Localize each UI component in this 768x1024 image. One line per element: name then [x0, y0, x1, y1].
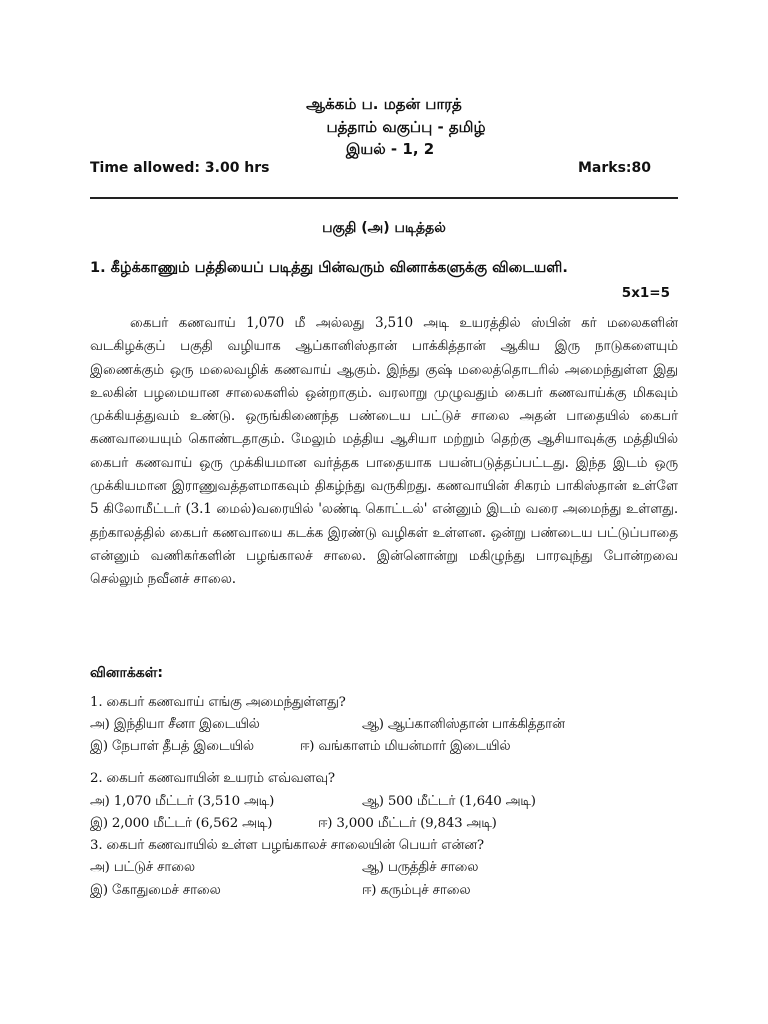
- question-2-option-c: இ) 2,000 மீட்டர் (6,562 அடி): [90, 816, 273, 831]
- question-2: 2. கைபர் கணவாயின் உயரம் எவ்வளவு?: [90, 771, 335, 786]
- question-1-option-c: இ) நேபாள் தீபத் இடையில்: [90, 739, 254, 754]
- questions-heading: வினாக்கள்:: [90, 665, 163, 681]
- reading-passage: கைபர் கணவாய் 1,070 மீ அல்லது 3,510 அடி உயரத்தில் ஸ்பின் கர் மலைகளின் வடகிழக்குப் பகுதி வழியாக ஆப்கானிஸ்தான் பாக்கித்தான் ஆகிய இரு நாடுகளையும் இணைக்கும் ஒரு மலைவழிக் கணவாய் ஆகும். இந்து குஷ் மலைத்தொடரில் அமைந்துள்ள இது உலகின் பழமையான சாலைகளில் ஒன்றாகும். வரலாறு முழுவதும் கைபர் கணவாய்க்கு மிகவும் முக்கியத்துவம் உண்டு. ஒருங்கிணைந்த பண்டைய பட்டுச் சாலை அதன் பாதையில் கைபர் கணவாயையும் கொண்டதாகும். மேலும் மத்திய ஆசியா மற்றும் தெற்கு ஆசியாவுக்கு மத்தியில் கைபர் கணவாய் ஒரு முக்கியமான வர்த்தக பாதையாக பயன்படுத்தப்பட்டது. இந்த இடம் ஒரு முக்கியமான இராணுவத்தளமாகவும் திகழ்ந்து வருகிறது. கணவாயின் சிகரம் பாகிஸ்தான் உள்ளே 5 கிலோமீட்டர் (3.1 மைல்)வரையில் 'லண்டி கொட்டல்' என்னும் இடம் வரை அமைந்து உள்ளது. தற்காலத்தில் கைபர் கணவாயை கடக்க இரண்டு வழிகள் உள்ளன. ஒன்று பண்டைய பட்டுப்பாதை என்னும் வணிகர்களின் பழங்காலச் சாலை. இன்னொன்று மகிழுந்து பாரவுந்து போன்றவை செல்லும் நவீனச் சாலை.: [90, 315, 678, 588]
- question-3-option-d: ஈ) கரும்புச் சாலை: [362, 883, 471, 898]
- question-1-option-b: ஆ) ஆப்கானிஸ்தான் பாக்கித்தான்: [362, 717, 565, 732]
- question-3: 3. கைபர் கணவாயில் உள்ள பழங்காலச் சாலையின் பெயர் என்ன?: [90, 838, 484, 853]
- chapter-line: இயல் - 1, 2: [345, 140, 435, 158]
- total-marks: Marks:80: [577, 160, 651, 176]
- question-1-option-a: அ) இந்தியா சீனா இடையில்: [90, 717, 260, 732]
- mark-scheme: 5x1=5: [621, 285, 670, 301]
- section-title: பகுதி (அ) படித்தல்: [322, 220, 446, 236]
- question-1: 1. கைபர் கணவாய் எங்கு அமைந்துள்ளது?: [90, 695, 346, 710]
- author-line: ஆக்கம் ப. மதன் பாரத்: [306, 95, 462, 113]
- header-divider: [90, 197, 678, 199]
- question-3-option-b: ஆ) பருத்திச் சாலை: [362, 860, 479, 875]
- question-instruction: 1. கீழ்க்காணும் பத்தியைப் படித்து பின்வரும் வினாக்களுக்கு விடையளி.: [90, 260, 568, 276]
- question-2-option-d: ஈ) 3,000 மீட்டர் (9,843 அடி): [318, 816, 497, 831]
- question-3-option-a: அ) பட்டுச் சாலை: [90, 860, 195, 875]
- time-allowed: Time allowed: 3.00 hrs: [90, 160, 270, 176]
- class-subject-line: பத்தாம் வகுப்பு - தமிழ்: [326, 118, 486, 136]
- question-3-option-c: இ) கோதுமைச் சாலை: [90, 883, 221, 898]
- question-2-option-b: ஆ) 500 மீட்டர் (1,640 அடி): [362, 794, 536, 809]
- question-1-option-d: ஈ) வங்காளம் மியன்மார் இடையில்: [300, 739, 511, 754]
- question-2-option-a: அ) 1,070 மீட்டர் (3,510 அடி): [90, 794, 275, 809]
